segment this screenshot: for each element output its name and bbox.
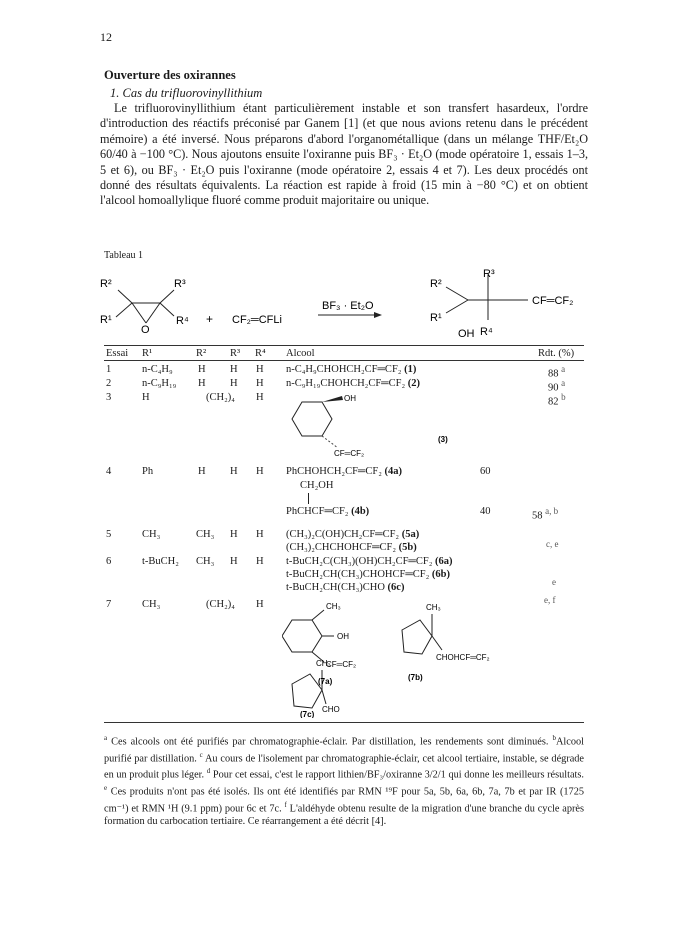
- row2-alcool: [286, 377, 420, 390]
- row6-alcool-c: [286, 581, 404, 594]
- row6-r4: H: [256, 556, 264, 567]
- row5-r2: CH₃: [196, 529, 215, 540]
- row1-compound: (1): [404, 364, 417, 375]
- row4-r4: H: [256, 466, 264, 477]
- row5-alcool-b: [286, 541, 417, 554]
- product-oh: OH: [458, 328, 475, 340]
- footnote-f: L'aldéhyde obtenu resulte de la migration d'une branche du cycle après formation du carbocation tertiaire. Ce réarrangement a été décrit [4].: [104, 802, 584, 828]
- row4-alcool-a: [286, 465, 402, 478]
- row1-r3: H: [230, 364, 238, 375]
- row4-compound-a: (4a): [384, 466, 402, 477]
- footnote-b-mark: b: [552, 734, 556, 742]
- page-number: 12: [100, 30, 112, 44]
- footnote-b: Alcool purifié par distillation.: [104, 736, 584, 765]
- row4-essai: 4: [106, 466, 112, 477]
- product-r2: R²: [430, 278, 442, 290]
- table-footnotes: [104, 732, 584, 828]
- scheme-reagent: CF₂═CFLi: [232, 314, 282, 326]
- row5-essai: 5: [106, 529, 112, 540]
- row2-r3: H: [230, 378, 238, 389]
- row3-r4: H: [256, 392, 264, 403]
- scheme-r1: R¹: [100, 314, 112, 326]
- reaction-scheme: [96, 265, 576, 341]
- row1-r1: n-C₄H₉: [142, 364, 173, 375]
- row1-rdt-value: 88: [548, 368, 559, 380]
- footnote-e: Ces produits n'ont pas été isolés. Ils ont été identifiés par RMN ¹⁹F pour 5a, 5b, 6a, 6b, 7a, 7b et par IR (1725 cm⁻¹) et RMN ¹H (9.1 ppm) pour 6c et 7c.: [104, 786, 585, 814]
- footnote-c-mark: c: [199, 750, 203, 759]
- th-essai: Essai: [106, 348, 129, 359]
- row5-rdt-note: c, e: [546, 539, 559, 549]
- row2-r4: H: [256, 378, 264, 389]
- row4-alcool-b-formula: PhCHCF═CF₂: [286, 506, 349, 517]
- th-r3: R³: [230, 348, 241, 359]
- footnote-f-mark: f: [284, 800, 287, 809]
- scheme-plus: +: [206, 312, 214, 326]
- row6-alcool-b: [286, 568, 450, 581]
- row6-r1: t-BuCH₂: [142, 556, 179, 567]
- row3-r2r3: (CH₂)₄: [206, 392, 235, 403]
- row6-alcool-b-formula: t-BuCH₂CH(CH₃)CHOHCF═CF₂: [286, 569, 430, 580]
- structures-7: [282, 600, 582, 718]
- scheme-r2: R²: [100, 278, 112, 290]
- row7-rdt-note: e, f: [544, 595, 556, 605]
- row4-bond: [308, 493, 309, 504]
- row7-r4: H: [256, 599, 264, 610]
- row6-compound-a: (6a): [434, 556, 453, 567]
- row6-r3: H: [230, 556, 238, 567]
- row1-rdt-note: a: [561, 364, 566, 374]
- row4-rdt-value: 58: [532, 510, 543, 522]
- s7c-label: (7c): [300, 710, 315, 718]
- row4-ratio-b: 40: [480, 506, 491, 517]
- section-title: Ouverture des oxirannes: [104, 68, 236, 82]
- structure-3-oh: OH: [344, 394, 356, 403]
- footnote-d-mark: d: [206, 767, 211, 776]
- body-paragraph: Le trifluorovinyllithium étant particulièrement instable et son transfert hasardeux, l'ordre d'introduction des réactifs préconisé par Ganem [1] (et que nous avions retenu dans le précédent mémoire) a été inversé. Nous préparons d'abord l'organométallique (dans un mélange THF/Et₂O 60/40 à −100 °C). Nous ajoutons ensuite l'oxiranne puis BF₃ · Et₂O (mode opératoire 1, essais 1–3, 5 et 6), ou BF₃ · Et₂O puis l'oxiranne (mode opératoire 2, essais 4 et 7). Les deux procédés ont donné des résultats équivalents. La réaction est rapide à froid (15 min à −80 °C) et on obtient l'alcool homoallylique fluoré comme produit majoritaire ou unique.: [100, 101, 588, 208]
- row4-alcool-a-formula: PhCHOHCH₂CF═CF₂: [286, 466, 382, 477]
- scheme-r3: R³: [174, 278, 186, 290]
- row5-r1: CH₃: [142, 529, 161, 540]
- footnote-a: Ces alcools ont été purifiés par chromatographie-éclair. Par distillation, les rendements sont diminués.: [111, 736, 549, 748]
- s7a-ch3: CH₃: [326, 602, 341, 611]
- subsection-title: 1. Cas du trifluorovinyllithium: [110, 86, 263, 100]
- s7a-cf: CF═CF₂: [326, 660, 357, 669]
- row3-rdt-note: b: [561, 392, 566, 402]
- row2-alcool-formula: n-C₉H₁₉CHOHCH₂CF═CF₂: [286, 378, 406, 389]
- row1-essai: 1: [106, 364, 112, 375]
- s7c-ch3: CH₃: [316, 659, 331, 668]
- row4-r3: H: [230, 466, 238, 477]
- row5-r4: H: [256, 529, 264, 540]
- row4-compound-b: (4b): [351, 506, 370, 517]
- table-rule-bottom: [104, 722, 584, 723]
- th-r1: R¹: [142, 348, 153, 359]
- footnote-a-mark: a: [104, 734, 108, 742]
- product-r3: R³: [483, 268, 495, 280]
- row2-rdt-note: a: [561, 378, 566, 388]
- row4-r2: H: [198, 466, 206, 477]
- row7-r1: CH₃: [142, 599, 161, 610]
- row5-r3: H: [230, 529, 238, 540]
- row5-alcool-b-formula: (CH₃)₂CHCHOHCF═CF₂: [286, 542, 397, 553]
- table-label: Tableau 1: [104, 250, 144, 261]
- product-r4: R⁴: [480, 326, 493, 338]
- s7a-label: (7a): [318, 677, 333, 686]
- th-alcool: Alcool: [286, 348, 315, 359]
- footnote-e-mark: e: [104, 783, 108, 792]
- structure-3-cf: CF═CF₂: [334, 449, 365, 458]
- product-r1: R¹: [430, 312, 442, 324]
- th-r2: R²: [196, 348, 207, 359]
- row6-compound-b: (6b): [431, 569, 450, 580]
- row2-rdt-value: 90: [548, 382, 559, 394]
- row6-rdt-note: e: [552, 577, 556, 587]
- row2-r1: n-C₉H₁₉: [142, 378, 177, 389]
- row5-alcool-a-formula: (CH₃)₂C(OH)CH₂CF═CF₂: [286, 529, 400, 540]
- arrow-head: [374, 312, 382, 318]
- row4-r1: Ph: [142, 466, 154, 477]
- row2-essai: 2: [106, 378, 112, 389]
- row1-alcool-formula: n-C₄H₉CHOHCH₂CF═CF₂: [286, 364, 402, 375]
- scheme-arrow-label: BF₃ · Et₂O: [322, 300, 374, 312]
- footnote-d: Pour cet essai, c'est le rapport lithien/BF₃/oxiranne 3/2/1 qui donne les meilleurs résultats.: [212, 769, 584, 781]
- row6-alcool-c-formula: t-BuCH₂CH(CH₃)CHO: [286, 582, 385, 593]
- row3-rdt-value: 82: [548, 396, 559, 408]
- scheme-r4: R⁴: [176, 315, 189, 327]
- row7-r2r3: (CH₂)₄: [206, 599, 235, 610]
- row3-essai: 3: [106, 392, 112, 403]
- row6-compound-c: (6c): [387, 582, 405, 593]
- th-rdt: Rdt. (%): [538, 348, 575, 359]
- row2-compound: (2): [407, 378, 420, 389]
- structure-3: [282, 392, 512, 462]
- row5-compound-b: (5b): [398, 542, 417, 553]
- table-rule-header: [104, 360, 584, 361]
- row2-r2: H: [198, 378, 206, 389]
- table-rule-top: [104, 345, 584, 346]
- row4-rdt-note: a, b: [545, 506, 559, 516]
- row6-essai: 6: [106, 556, 112, 567]
- s7b-ch3: CH₃: [426, 603, 441, 612]
- s7c-cho: CHO: [322, 705, 340, 714]
- s7a-oh: OH: [337, 632, 349, 641]
- row7-essai: 7: [106, 599, 112, 610]
- row4-rdt: [532, 505, 558, 523]
- row5-alcool-a: [286, 528, 419, 541]
- s7b-label: (7b): [408, 673, 423, 682]
- row5-compound-a: (5a): [401, 529, 420, 540]
- th-r4: R⁴: [255, 348, 266, 359]
- row3-rdt: [548, 391, 566, 409]
- scheme-o: O: [141, 324, 150, 336]
- row6-alcool-a-formula: t-BuCH₂C(CH₃)(OH)CH₂CF═CF₂: [286, 556, 433, 567]
- structure-3-label: (3): [438, 435, 448, 444]
- product-chain: CF═CF₂: [532, 295, 574, 307]
- row1-r4: H: [256, 364, 264, 375]
- row1-r2: H: [198, 364, 206, 375]
- footnote-c: Au cours de l'isolement par chromatographie-éclair, cet alcool tertiaire, instable, se dégrade en un produit plus léger.: [104, 753, 585, 781]
- row6-alcool-a: [286, 555, 452, 568]
- row3-r1: H: [142, 392, 150, 403]
- row1-alcool: [286, 363, 416, 376]
- row4-ratio-a: 60: [480, 466, 491, 477]
- row4-ch2oh: CH₂OH: [300, 480, 334, 491]
- s7b-chain: CHOHCF═CF₂: [436, 653, 490, 662]
- row6-r2: CH₃: [196, 556, 215, 567]
- row4-alcool-b: [286, 505, 369, 518]
